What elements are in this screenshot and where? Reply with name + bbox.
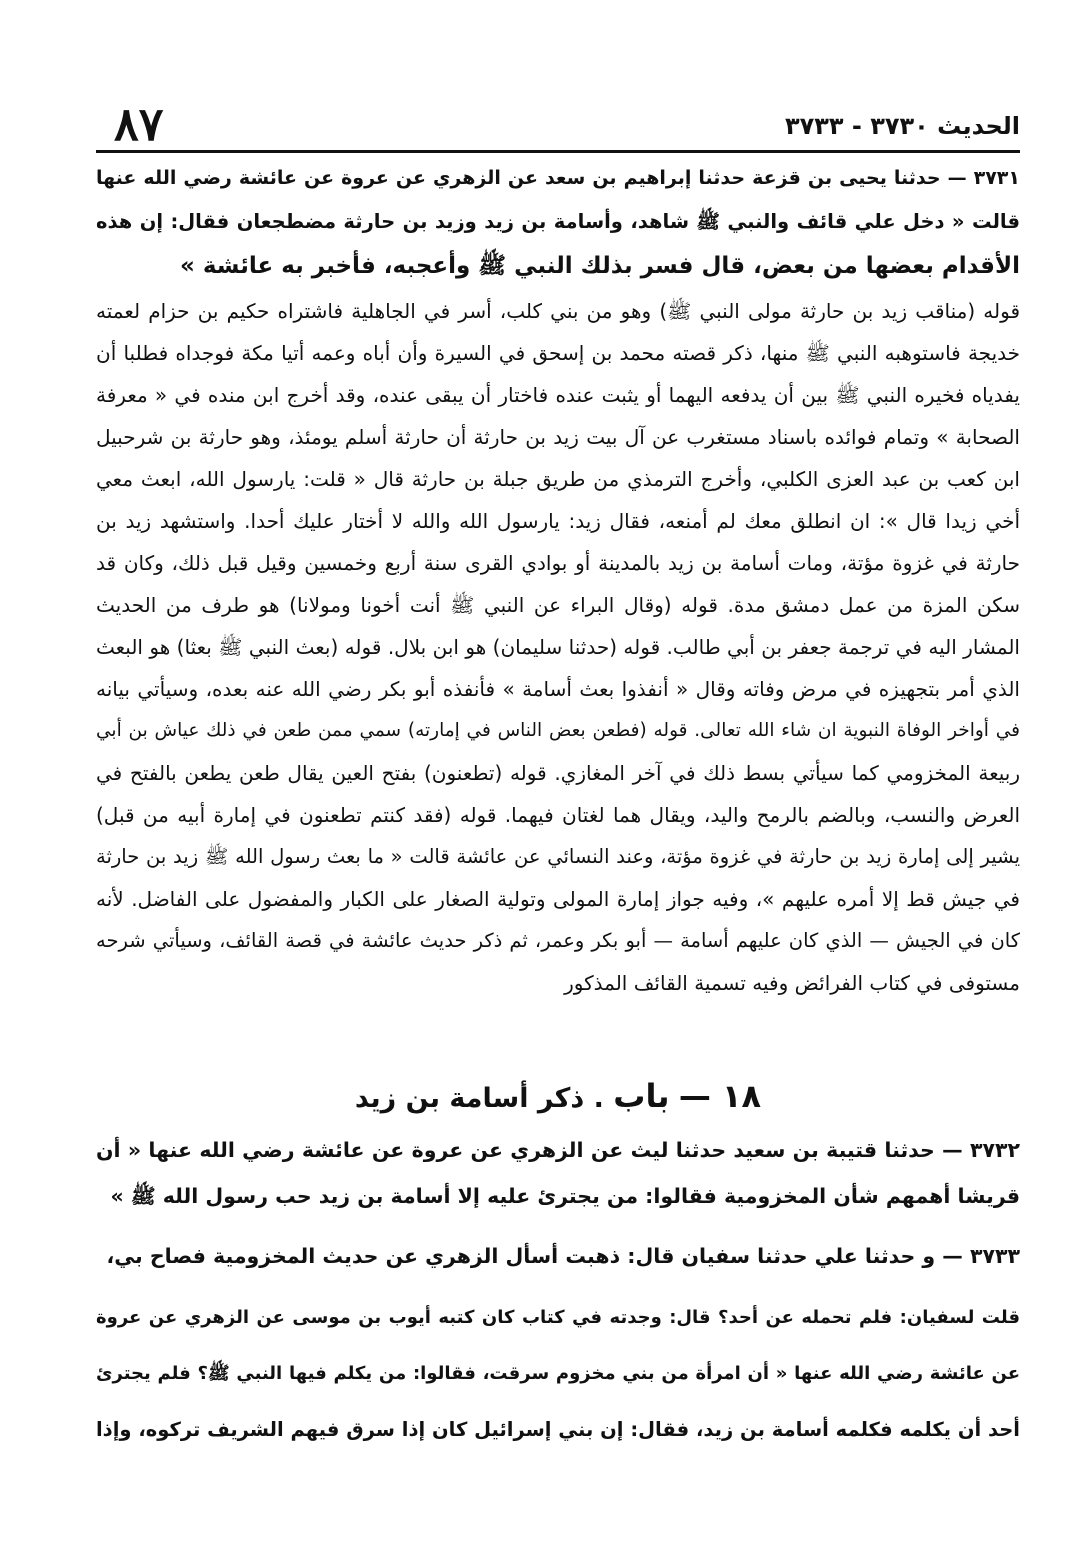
running-head: الحديث ٣٧٣٠ - ٣٧٣٣ xyxy=(784,112,1020,140)
hadith-3731-line: قالت « دخل علي قائف والنبي ﷺ شاهد، وأسامة بن زيد وزيد بن حارثة مضطجعان فقال: إن هذه xyxy=(96,210,1020,233)
header-rule xyxy=(96,150,1020,153)
commentary-line: العرض والنسب، وبالضم بالرمح واليد، ويقال هما لغتان فيهما. قوله (فقد كنتم تطعنون في إمارة أبيه من قبل) xyxy=(96,803,1020,827)
hadith-3731-line: ٣٧٣١ — حدثنا يحيى بن قزعة حدثنا إبراهيم بن سعد عن الزهري عن عروة عن عائشة رضي الله عنها xyxy=(96,167,1020,189)
commentary-line: في أواخر الوفاة النبوية ان شاء الله تعالى. قوله (فطعن بعض الناس في إمارته) سمي ممن طعن في ذلك عياش بن أبي xyxy=(96,720,1020,741)
commentary-line: خديجة فاستوهبه النبي ﷺ منها، ذكر قصته محمد بن إسحق في السيرة وأن أباه وعمه أتيا مكة فوجداه فطلبا أن xyxy=(96,341,1020,365)
hadith-3732-line: قريشا أهمهم شأن المخزومية فقالوا: من يجترئ عليه إلا أسامة بن زيد حب رسول الله ﷺ » xyxy=(110,1184,1020,1208)
commentary-line: ابن كعب بن عبد العزى الكلبي، وأخرج الترمذي من طريق جبلة بن حارثة قال « قلت: يارسول الله، ابعث معي xyxy=(96,467,1020,491)
hadith-3733-line: قلت لسفيان: فلم تحمله عن أحد؟ قال: وجدته في كتاب كان كتبه أيوب بن موسى عن الزهري عن عروة xyxy=(96,1307,1020,1328)
hadith-3733-line: عن عائشة رضي الله عنها « أن امرأة من بني مخزوم سرقت، فقالوا: من يكلم فيها النبي ﷺ؟ فلم يجترئ xyxy=(96,1363,1020,1384)
commentary-line: مستوفى في كتاب الفرائض وفيه تسمية القائف المذكور xyxy=(564,971,1020,995)
commentary-line: كان في الجيش — الذي كان عليهم أسامة — أبو بكر وعمر، ثم ذكر حديث عائشة في قصة القائف، وسيأتي شرحه xyxy=(96,929,1020,952)
hadith-3733-line: أحد أن يكلمه فكلمه أسامة بن زيد، فقال: إن بني إسرائيل كان إذا سرق فيهم الشريف تركوه، وإذا xyxy=(96,1418,1020,1441)
commentary-line: حارثة في غزوة مؤتة، ومات أسامة بن زيد بالمدينة أو بوادي القرى سنة أربع وخمسين وقيل قبل ذلك، وكان قد xyxy=(96,551,1020,575)
commentary-line: المشار اليه في ترجمة جعفر بن أبي طالب. قوله (حدثنا سليمان) هو ابن بلال. قوله (بعث النبي ﷺ بعثا) هو البعث xyxy=(96,635,1020,659)
commentary-line: يشير إلى إمارة زيد بن حارثة في غزوة مؤتة، وعند النسائي عن عائشة قالت « ما بعث رسول الله ﷺ زيد بن حارثة xyxy=(96,845,1020,868)
commentary-line: الذي أمر بتجهيزه في مرض وفاته وقال « أنفذوا بعث أسامة » فأنفذه أبو بكر رضي الله عنه بعده، وسيأتي بيانه xyxy=(96,677,1020,701)
chapter-title: . ذكر أسامة بن زيد xyxy=(354,1083,604,1114)
commentary-line: أخي زيدا قال »: ان انطلق معك لم أمنعه، فقال زيد: يارسول الله والله لا أختار عليك أحدا. واستشهد زيد بن xyxy=(96,509,1020,533)
page-number: ٨٧ xyxy=(114,97,164,151)
hadith-3733-line: ٣٧٣٣ — و حدثنا علي حدثنا سفيان قال: ذهبت أسأل الزهري عن حديث المخزومية فصاح بي، xyxy=(106,1244,1020,1268)
chapter-number: ١٨ — xyxy=(678,1077,762,1115)
page-header xyxy=(96,96,1020,152)
chapter-heading xyxy=(96,1072,1020,1120)
commentary-line: سكن المزة من عمل دمشق مدة. قوله (وقال البراء عن النبي ﷺ أنت أخونا ومولانا) هو طرف من الحديث xyxy=(96,593,1020,617)
hadith-3732-line: ٣٧٣٢ — حدثنا قتيبة بن سعيد حدثنا ليث عن الزهري عن عروة عن عائشة رضي الله عنها « أن xyxy=(96,1138,1020,1162)
commentary-line: الصحابة » وتمام فوائده باسناد مستغرب عن آل بيت زيد بن حارثة أن حارثة أسلم يومئذ، وهو حارثة بن شرحبيل xyxy=(96,425,1020,449)
chapter-word: باب xyxy=(613,1077,670,1115)
commentary-line: قوله (مناقب زيد بن حارثة مولى النبي ﷺ) وهو من بني كلب، أسر في الجاهلية فاشتراه حكيم بن حزام لعمته xyxy=(96,299,1020,323)
hadith-3731-line: الأقدام بعضها من بعض، قال فسر بذلك النبي ﷺ وأعجبه، فأخبر به عائشة » xyxy=(179,253,1020,279)
commentary-line: ربيعة المخزومي كما سيأتي بسط ذلك في آخر المغازي. قوله (تطعنون) بفتح العين يقال طعن يطعن بالفتح في xyxy=(96,761,1020,785)
commentary-line: في جيش قط إلا أمره عليهم »، وفيه جواز إمارة المولى وتولية الصغار على الكبار والمفضول على الفاضل. لأنه xyxy=(96,887,1020,911)
commentary-line: يفدياه فخيره النبي ﷺ بين أن يدفعه اليهما أو يثبت عنده فاختار أن يبقى عنده، وقد أخرج ابن منده في « معرفة xyxy=(96,383,1020,407)
